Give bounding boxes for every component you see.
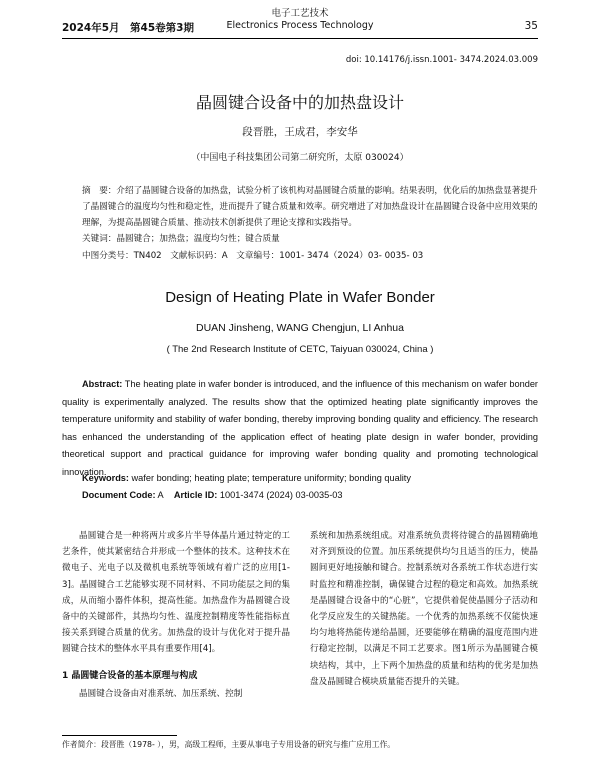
abstract-cn-label: 摘 要： bbox=[82, 186, 117, 196]
article-id: 1001-3474 (2024) 03-0035-03 bbox=[219, 490, 343, 500]
abstract-en bbox=[62, 376, 538, 482]
journal-name-en: Electronics Process Technology bbox=[226, 20, 374, 31]
doc-code: A bbox=[157, 490, 164, 500]
keywords-en-label: Keywords: bbox=[82, 473, 129, 483]
section-heading: 1 晶圆键合设备的基本原理与构成 bbox=[62, 670, 198, 681]
keywords-en bbox=[82, 473, 411, 483]
abstract-cn-text: 介绍了晶圆键合设备的加热盘，试验分析了该机构对晶圆键合质量的影响。结果表明，优化后的加热盘显著提升了晶圆键合的温度均匀性和稳定性，进而提升了键合质量和效率。研究增进了对加热盘设计在晶圆键合设备中应用效果的理解，为提高晶圆键合质量、推动技术创新提供了理论支撑和实践指导。 bbox=[82, 186, 538, 228]
document-codes-en bbox=[82, 490, 342, 500]
body-paragraph: 晶圆键合设备由对准系统、加压系统、控制 bbox=[79, 688, 243, 699]
affiliation-cn: （中国电子科技集团公司第二研究所，太原 030024） bbox=[191, 153, 409, 163]
doc-code-label: Document Code: bbox=[82, 490, 156, 500]
keywords-en-text: wafer bonding; heating plate; temperature uniformity; bonding quality bbox=[131, 473, 411, 483]
abstract-cn bbox=[62, 183, 538, 231]
abstract-en-label: Abstract: bbox=[82, 379, 123, 389]
page-header bbox=[62, 8, 538, 34]
affiliation-en: ( The 2nd Research Institute of CETC, Taiyuan 030024, China ) bbox=[166, 344, 434, 355]
title-en: Design of Heating Plate in Wafer Bonder bbox=[165, 289, 435, 306]
title-cn: 晶圆键合设备中的加热盘设计 bbox=[195, 93, 404, 112]
body-column-right bbox=[310, 528, 538, 690]
author-footnote: 作者简介：段晋胜（1978- ），男，高级工程师，主要从事电子专用设备的研究与推广应用工作。 bbox=[62, 740, 396, 749]
body-column-left bbox=[62, 528, 290, 702]
authors-en: DUAN Jinsheng, WANG Chengjun, LI Anhua bbox=[196, 322, 404, 334]
classification-cn: 中图分类号：TN402 文献标识码：A 文章编号：1001- 3474（2024）03- 0035- 03 bbox=[82, 251, 424, 261]
footnote-divider bbox=[62, 735, 177, 736]
header-divider bbox=[62, 38, 538, 39]
issue-info: 2024年5月 第45卷第3期 bbox=[62, 22, 194, 34]
keywords-cn: 关键词：晶圆键合；加热盘；温度均匀性；键合质量 bbox=[82, 234, 280, 244]
article-id-label: Article ID: bbox=[173, 490, 218, 500]
journal-name bbox=[62, 8, 538, 32]
abstract-en-text: The heating plate in wafer bonder is introduced, and the influence of this mechanism on wafer bonder quality is experimentally analyzed. The results show that the optimized heating plate significantly improves the temperature uniformity and stability of wafer bonding, thereby improving bonding quality and efficiency. The research has enhanced the understanding of the application effect of heating plate design in wafer bonder, providing theoretical support and practical guidance for improving wafer bonding quality and promoting technological innovation. bbox=[62, 379, 538, 477]
authors-cn: 段晋胜，王成君，李安华 bbox=[242, 126, 358, 138]
page-number: 35 bbox=[524, 20, 538, 32]
body-paragraph: 系统和加热系统组成。对准系统负责将待键合的晶圆精确地对齐到预设的位置。加压系统提供均匀且适当的压力，使晶圆间更好地接触和键合。控制系统对各系统工作状态进行实时监控和精准控制，确保键合过程的稳定和高效。加热系统是晶圆键合设备中的“心脏”，它提供着促使晶圆分子活动和化学反应发生的关键热能。一个优秀的加热系统不仅能快速均匀地将热能传递给晶圆，还要能够在精确的温度范围内进行稳定控制，以满足不同工艺要求。图1所示为晶圆键合模块结构，其中，上下两个加热盘的质量和结构的优劣是加热盘及晶圆键合模块质量能否提升的关键。 bbox=[310, 531, 538, 687]
body-paragraph: 晶圆键合是一种将两片或多片半导体晶片通过特定的工艺条件，使其紧密结合并形成一个整体的技术。这种技术在微电子、光电子以及微机电系统等领域有着广泛的应用[1-3]。晶圆键合工艺能够实现不同材料、不同功能层之间的集成，从而缩小器件体积，提高性能。加热盘作为晶圆键合设备中的关键部件，其热均匀性、温度控制精度等性能指标直接关系到键合质量的优劣。加热盘的设计与优化对于提升晶圆键合技术的整体水平具有重要作用[4]。 bbox=[62, 531, 290, 655]
doi: doi: 10.14176/j.issn.1001- 3474.2024.03.009 bbox=[345, 55, 538, 65]
journal-name-cn: 电子工艺技术 bbox=[271, 8, 329, 19]
